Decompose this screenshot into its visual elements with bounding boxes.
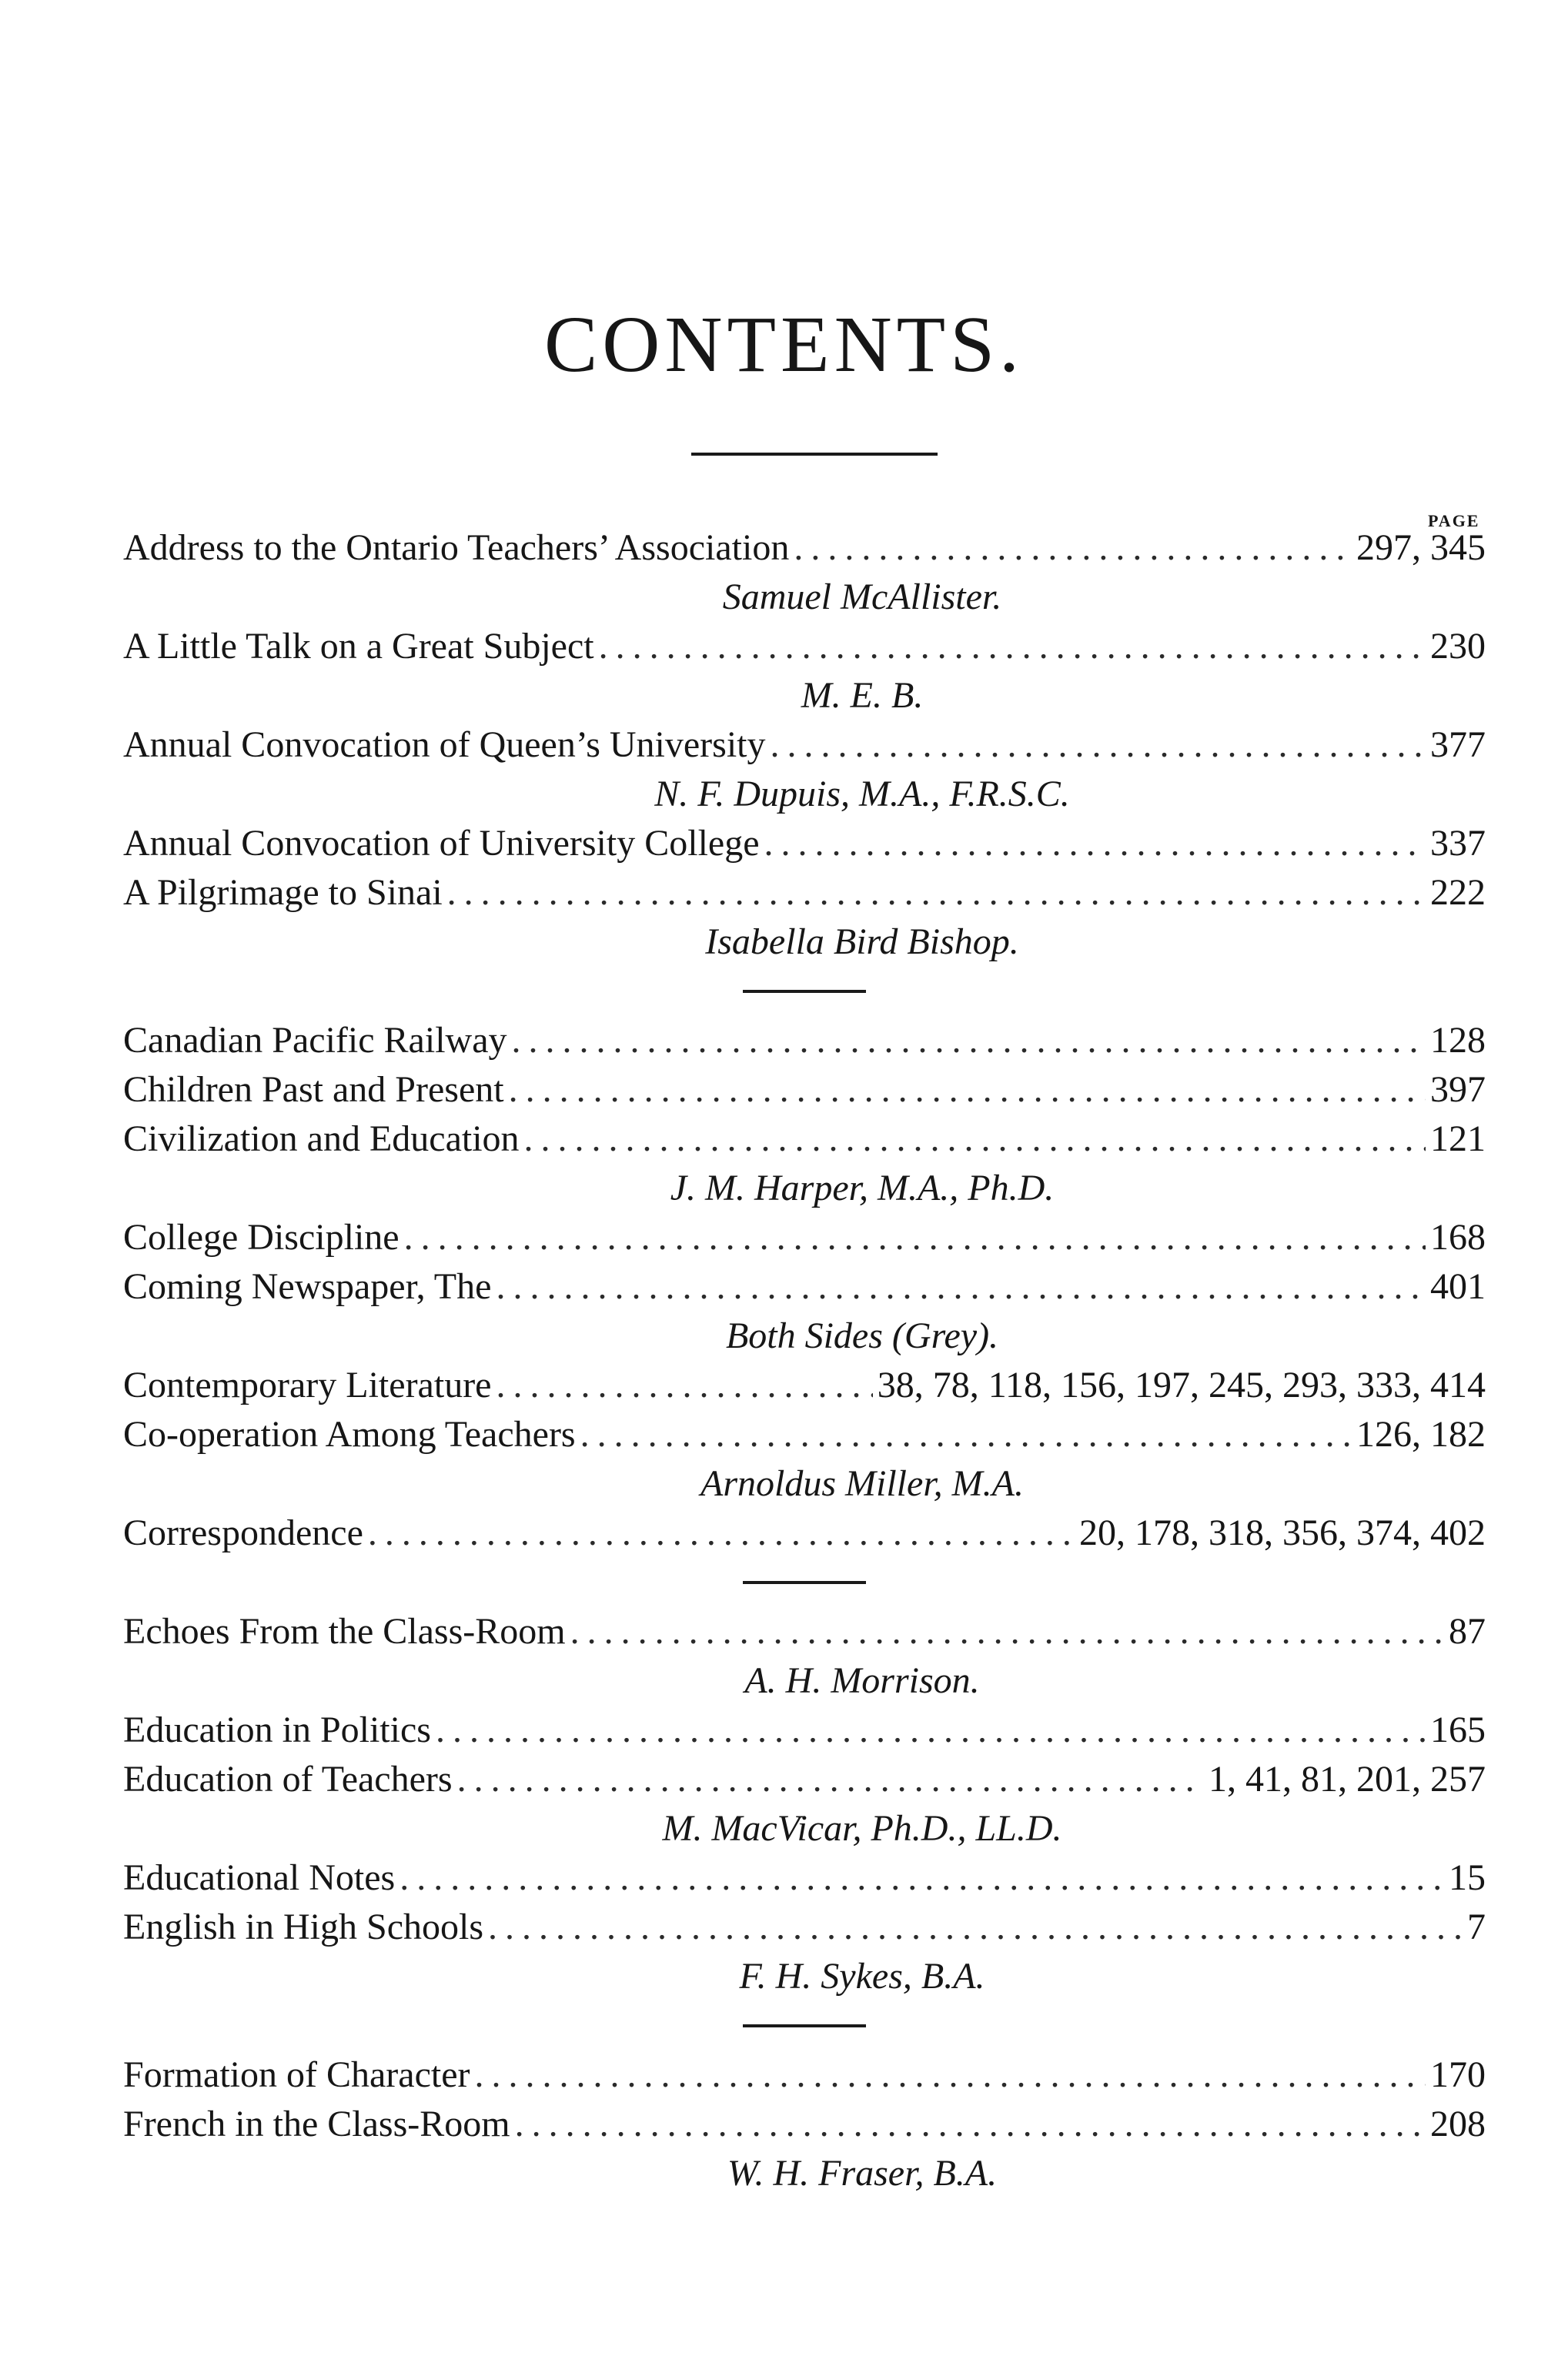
entry-pages: 20, 178, 318, 356, 374, 402	[1079, 1512, 1486, 1553]
toc-entry	[123, 523, 1486, 573]
entry-author: W. H. Fraser, B.A.	[727, 2153, 998, 2194]
toc-entry	[123, 1706, 1486, 1755]
toc-entry	[123, 2100, 1486, 2149]
toc-entry	[123, 1903, 1486, 1952]
entry-title: Co-operation Among Teachers	[123, 1414, 576, 1455]
entry-title: Echoes From the Class-Room	[123, 1611, 566, 1652]
entry-pages: 121	[1430, 1118, 1486, 1159]
dot-leader	[509, 1065, 1426, 1115]
entry-pages: 165	[1430, 1710, 1486, 1750]
toc-entry	[123, 1115, 1486, 1164]
toc-entry	[123, 1509, 1486, 1558]
dot-leader	[580, 1410, 1352, 1459]
entry-title: Children Past and Present	[123, 1069, 504, 1110]
entry-pages: 230	[1430, 626, 1486, 667]
toc-entry	[123, 1016, 1486, 1065]
entry-title: Coming Newspaper, The	[123, 1266, 492, 1307]
entry-title: A Pilgrimage to Sinai	[123, 872, 443, 913]
toc-entry	[123, 1262, 1486, 1312]
dot-leader	[496, 1262, 1426, 1312]
entry-title: Correspondence	[123, 1512, 363, 1553]
toc-entry	[123, 1410, 1486, 1459]
contents-list	[123, 523, 1486, 2198]
dot-leader	[488, 1903, 1463, 1952]
dot-leader	[764, 819, 1426, 868]
entry-title: Education in Politics	[123, 1710, 431, 1750]
dot-leader	[794, 523, 1352, 573]
page-title: CONTENTS.	[543, 300, 1025, 389]
toc-entry	[123, 720, 1486, 770]
section-divider	[123, 1558, 1486, 1607]
entry-title: Civilization and Education	[123, 1118, 520, 1159]
dot-leader	[447, 868, 1426, 917]
dot-leader	[457, 1755, 1204, 1804]
dot-leader	[515, 2100, 1426, 2149]
entry-title: Contemporary Literature	[123, 1365, 492, 1405]
dot-leader	[400, 1853, 1444, 1903]
section-divider	[123, 967, 1486, 1016]
entry-pages: 377	[1430, 724, 1486, 765]
entry-author: M. MacVicar, Ph.D., LL.D.	[662, 1808, 1062, 1849]
entry-pages: 168	[1430, 1217, 1486, 1258]
entry-pages: 297, 345	[1356, 527, 1486, 568]
dot-leader	[512, 1016, 1426, 1065]
dot-leader	[771, 720, 1426, 770]
toc-entry	[123, 1755, 1486, 1804]
entry-pages: 208	[1430, 2104, 1486, 2144]
toc-entry	[123, 1361, 1486, 1410]
entry-title: Educational Notes	[123, 1857, 396, 1898]
entry-pages: 38, 78, 118, 156, 197, 245, 293, 333, 414	[877, 1365, 1486, 1405]
entry-title: Formation of Character	[123, 2054, 470, 2095]
entry-pages: 397	[1430, 1069, 1486, 1110]
toc-entry	[123, 622, 1486, 671]
entry-author: Isabella Bird Bishop.	[705, 921, 1019, 962]
toc-entry	[123, 1853, 1486, 1903]
toc-entry	[123, 868, 1486, 917]
entry-pages: 337	[1430, 823, 1486, 864]
entry-title: Annual Convocation of University College	[123, 823, 760, 864]
entry-pages: 15	[1449, 1857, 1486, 1898]
dot-leader	[475, 2050, 1426, 2100]
entry-pages: 222	[1430, 872, 1486, 913]
entry-title: Education of Teachers	[123, 1759, 453, 1800]
entry-author: Both Sides (Grey).	[725, 1315, 999, 1356]
entry-pages: 128	[1430, 1020, 1486, 1061]
entry-pages: 7	[1467, 1907, 1486, 1947]
dot-leader	[599, 622, 1426, 671]
dot-leader	[496, 1361, 872, 1410]
toc-entry	[123, 819, 1486, 868]
toc-entry	[123, 2050, 1486, 2100]
entry-author: A. H. Morrison.	[744, 1660, 980, 1701]
entry-title: College Discipline	[123, 1217, 400, 1258]
entry-pages: 87	[1449, 1611, 1486, 1652]
entry-author: F. H. Sykes, B.A.	[739, 1956, 985, 1997]
entry-author: Samuel McAllister.	[722, 577, 1002, 617]
entry-author: M. E. B.	[801, 675, 924, 716]
entry-title: Annual Convocation of Queen’s University	[123, 724, 766, 765]
entry-author: N. F. Dupuis, M.A., F.R.S.C.	[654, 774, 1070, 814]
dot-leader	[524, 1115, 1426, 1164]
title-rule	[691, 453, 938, 456]
entry-pages: 126, 182	[1356, 1414, 1486, 1455]
page-column-header: PAGE	[1428, 511, 1480, 530]
dot-leader	[368, 1509, 1075, 1558]
entry-pages: 401	[1430, 1266, 1486, 1307]
toc-entry	[123, 1213, 1486, 1262]
entry-title: Canadian Pacific Railway	[123, 1020, 507, 1061]
entry-title: English in High Schools	[123, 1907, 484, 1947]
entry-title: French in the Class-Room	[123, 2104, 510, 2144]
entry-pages: 1, 41, 81, 201, 257	[1209, 1759, 1486, 1800]
entry-author: Arnoldus Miller, M.A.	[700, 1463, 1024, 1504]
entry-author: J. M. Harper, M.A., Ph.D.	[670, 1168, 1055, 1208]
toc-entry	[123, 1065, 1486, 1115]
toc-entry	[123, 1607, 1486, 1656]
entry-title: Address to the Ontario Teachers’ Association	[123, 527, 790, 568]
dot-leader	[404, 1213, 1426, 1262]
entry-title: A Little Talk on a Great Subject	[123, 626, 594, 667]
dot-leader	[570, 1607, 1444, 1656]
dot-leader	[436, 1706, 1426, 1755]
section-divider	[123, 2001, 1486, 2050]
entry-pages: 170	[1430, 2054, 1486, 2095]
